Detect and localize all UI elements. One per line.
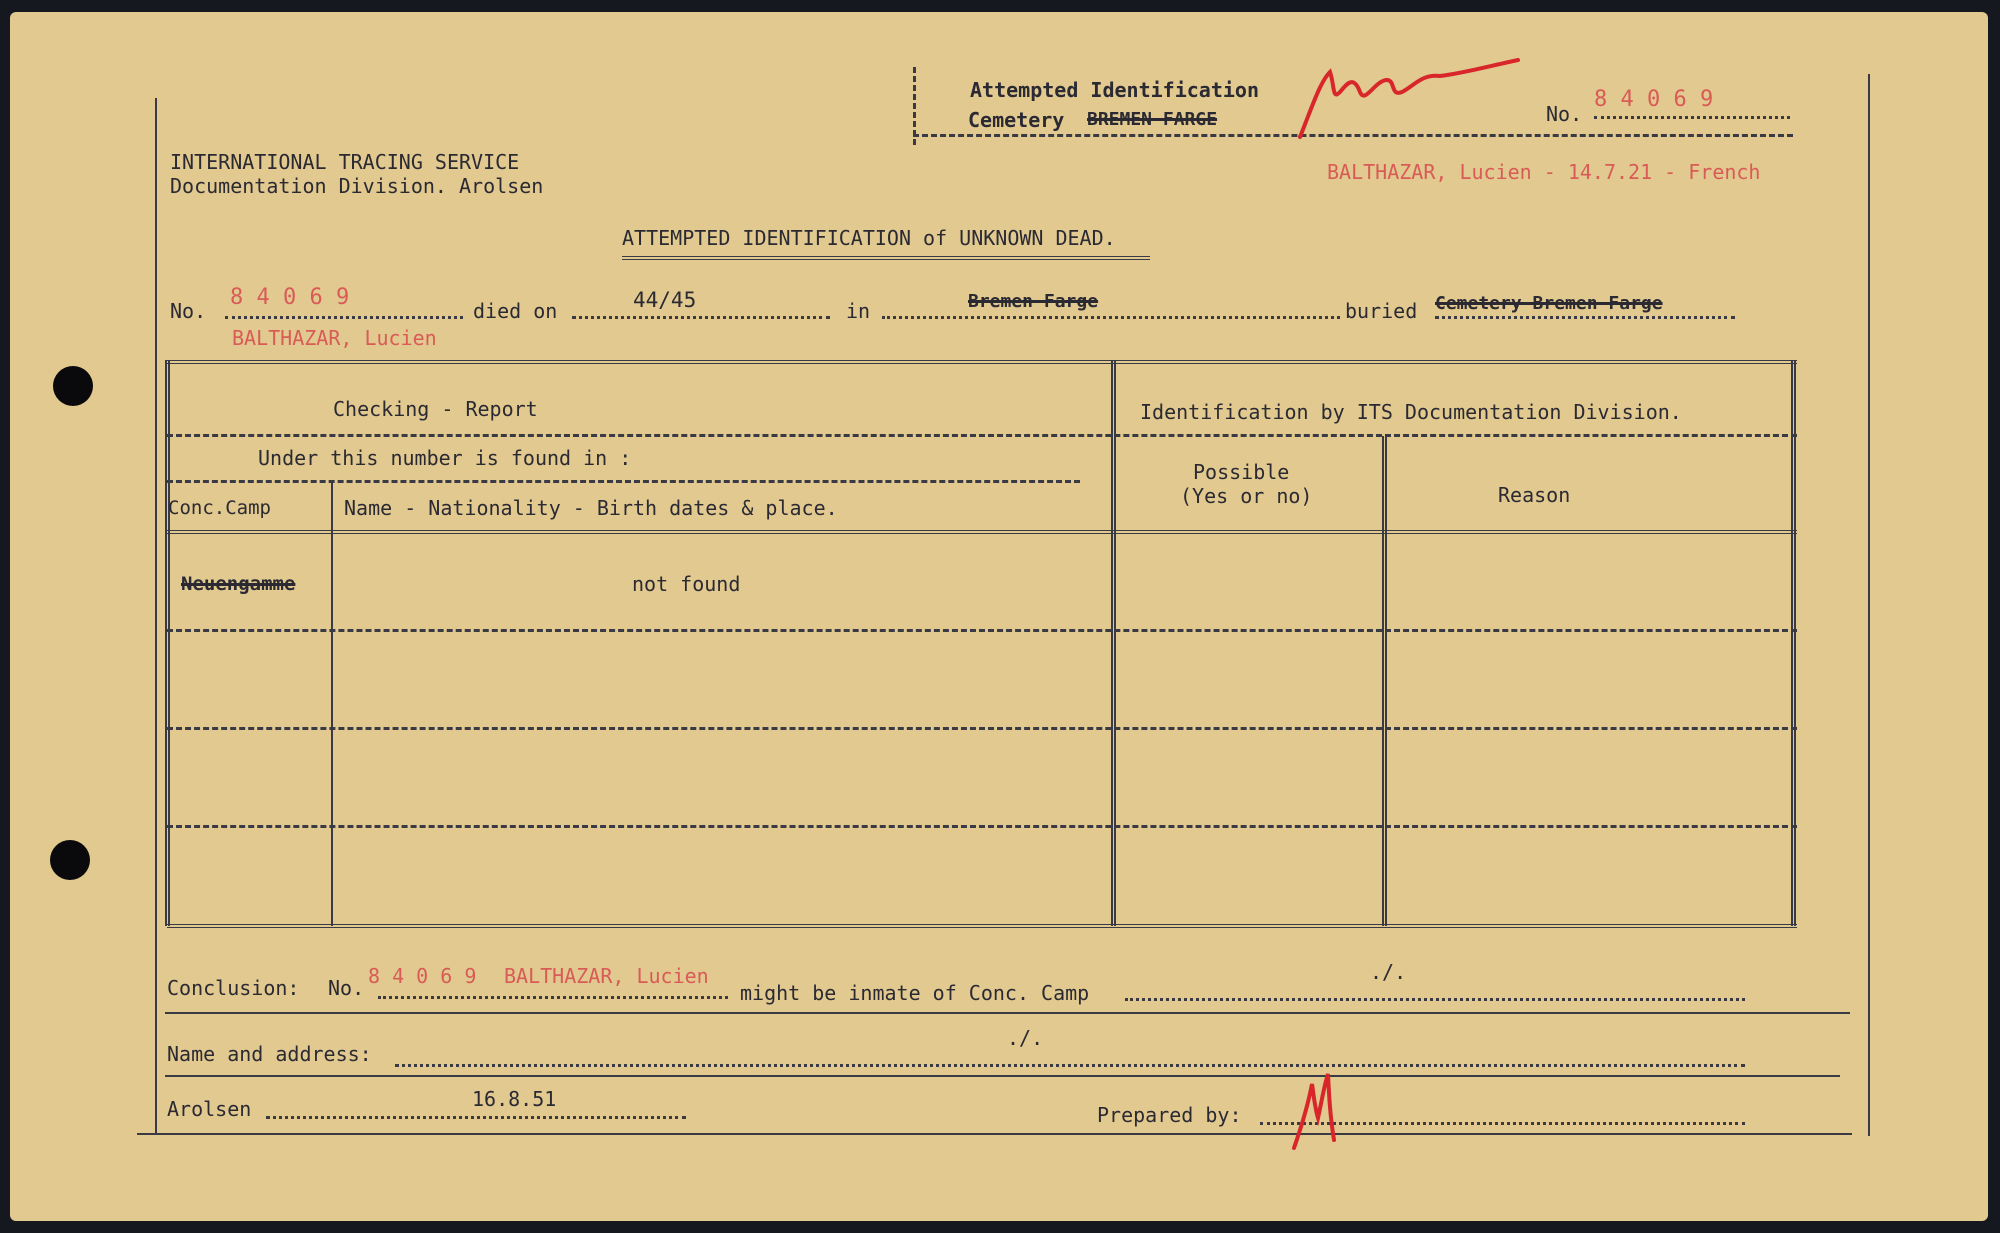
footer-date: 16.8.51 xyxy=(472,1087,557,1111)
header-no-label: No. xyxy=(1546,102,1583,126)
under-label-divider xyxy=(167,480,1080,483)
document-card xyxy=(10,12,1988,1221)
conclusion-no-label: No. xyxy=(328,976,365,1000)
org-name: INTERNATIONAL TRACING SERVICE xyxy=(170,150,520,174)
prepared-by-label: Prepared by: xyxy=(1097,1103,1242,1127)
header-box-cemetery-value: BREMEN-FARGE xyxy=(1087,109,1218,130)
preparer-signature xyxy=(1288,1070,1348,1150)
in-label: in xyxy=(846,299,871,323)
frame-bottom-line xyxy=(137,1133,1852,1135)
record-no-value: 8 4 0 6 9 xyxy=(230,285,350,310)
header-box-cemetery-label: Cemetery xyxy=(968,108,1065,132)
table-left-border xyxy=(165,360,170,926)
row-divider-2 xyxy=(167,727,1797,730)
conclusion-underline xyxy=(165,1012,1850,1014)
columns-divider xyxy=(167,530,1797,534)
place-dots xyxy=(882,316,1340,319)
header-no-dots xyxy=(1594,116,1790,119)
possible-header-line2: (Yes or no) xyxy=(1180,484,1313,508)
checking-report-header: Checking - Report xyxy=(333,397,538,421)
conclusion-no-value: 8 4 0 6 9 xyxy=(368,964,477,988)
buried-label: buried xyxy=(1345,299,1418,323)
header-no-value: 8 4 0 6 9 xyxy=(1594,87,1714,112)
table-mid-border xyxy=(1111,360,1116,926)
punch-hole-bottom xyxy=(50,840,90,880)
conclusion-camp-dots xyxy=(1125,998,1745,1001)
page-title: ATTEMPTED IDENTIFICATION of UNKNOWN DEAD. xyxy=(622,226,1116,250)
buried-dots xyxy=(1435,316,1735,319)
death-place: Bremen-Farge xyxy=(968,291,1099,312)
punch-hole-top xyxy=(53,366,93,406)
handwritten-mark xyxy=(1290,52,1530,142)
name-address-label: Name and address: xyxy=(167,1042,372,1066)
under-number-label: Under this number is found in : xyxy=(258,446,632,470)
reason-header: Reason xyxy=(1498,483,1571,507)
possible-header-line1: Possible xyxy=(1193,460,1290,484)
died-label: died on xyxy=(473,299,558,323)
died-value: 44/45 xyxy=(633,288,697,312)
record-no-dots xyxy=(225,316,463,319)
name-address-dots xyxy=(395,1064,1745,1067)
conclusion-no-dots xyxy=(378,996,728,999)
frame-right-line xyxy=(1868,74,1870,1136)
camp-column-header: Conc.Camp xyxy=(168,497,271,519)
conclusion-label: Conclusion: xyxy=(167,976,300,1000)
footer-place-label: Arolsen xyxy=(167,1097,252,1121)
header-box-title: Attempted Identification xyxy=(970,78,1259,102)
name-column-header: Name - Nationality - Birth dates & place. xyxy=(344,496,838,520)
table-top-line xyxy=(167,360,1797,364)
frame-left-line xyxy=(155,98,157,1134)
record-name: BALTHAZAR, Lucien xyxy=(232,326,437,350)
title-underline xyxy=(622,256,1150,260)
conclusion-text: might be inmate of Conc. Camp xyxy=(740,981,1090,1005)
table-header-divider xyxy=(167,434,1797,437)
table-bottom-line xyxy=(167,924,1797,928)
conclusion-name: BALTHAZAR, Lucien xyxy=(504,964,709,988)
name-address-underline xyxy=(165,1075,1840,1077)
camp-column-border xyxy=(331,482,333,926)
buried-value: Cemetery Bremen-Farge xyxy=(1435,293,1663,314)
row-divider-3 xyxy=(167,825,1797,828)
identification-header: Identification by ITS Documentation Division. xyxy=(1140,400,1682,424)
name-address-value: ./. xyxy=(1007,1026,1044,1050)
table-reason-border xyxy=(1382,436,1387,926)
table-row-camp: Neuengamme xyxy=(181,573,296,595)
conclusion-value: ./. xyxy=(1370,960,1407,984)
row-divider-1 xyxy=(167,629,1797,632)
table-right-border xyxy=(1791,360,1796,926)
record-no-label: No. xyxy=(170,299,207,323)
footer-date-dots xyxy=(266,1116,686,1119)
header-person-line: BALTHAZAR, Lucien - 14.7.21 - French xyxy=(1327,160,1761,184)
org-division: Documentation Division. Arolsen xyxy=(170,174,544,198)
table-row-result: not found xyxy=(632,572,741,596)
died-dots xyxy=(572,316,830,319)
